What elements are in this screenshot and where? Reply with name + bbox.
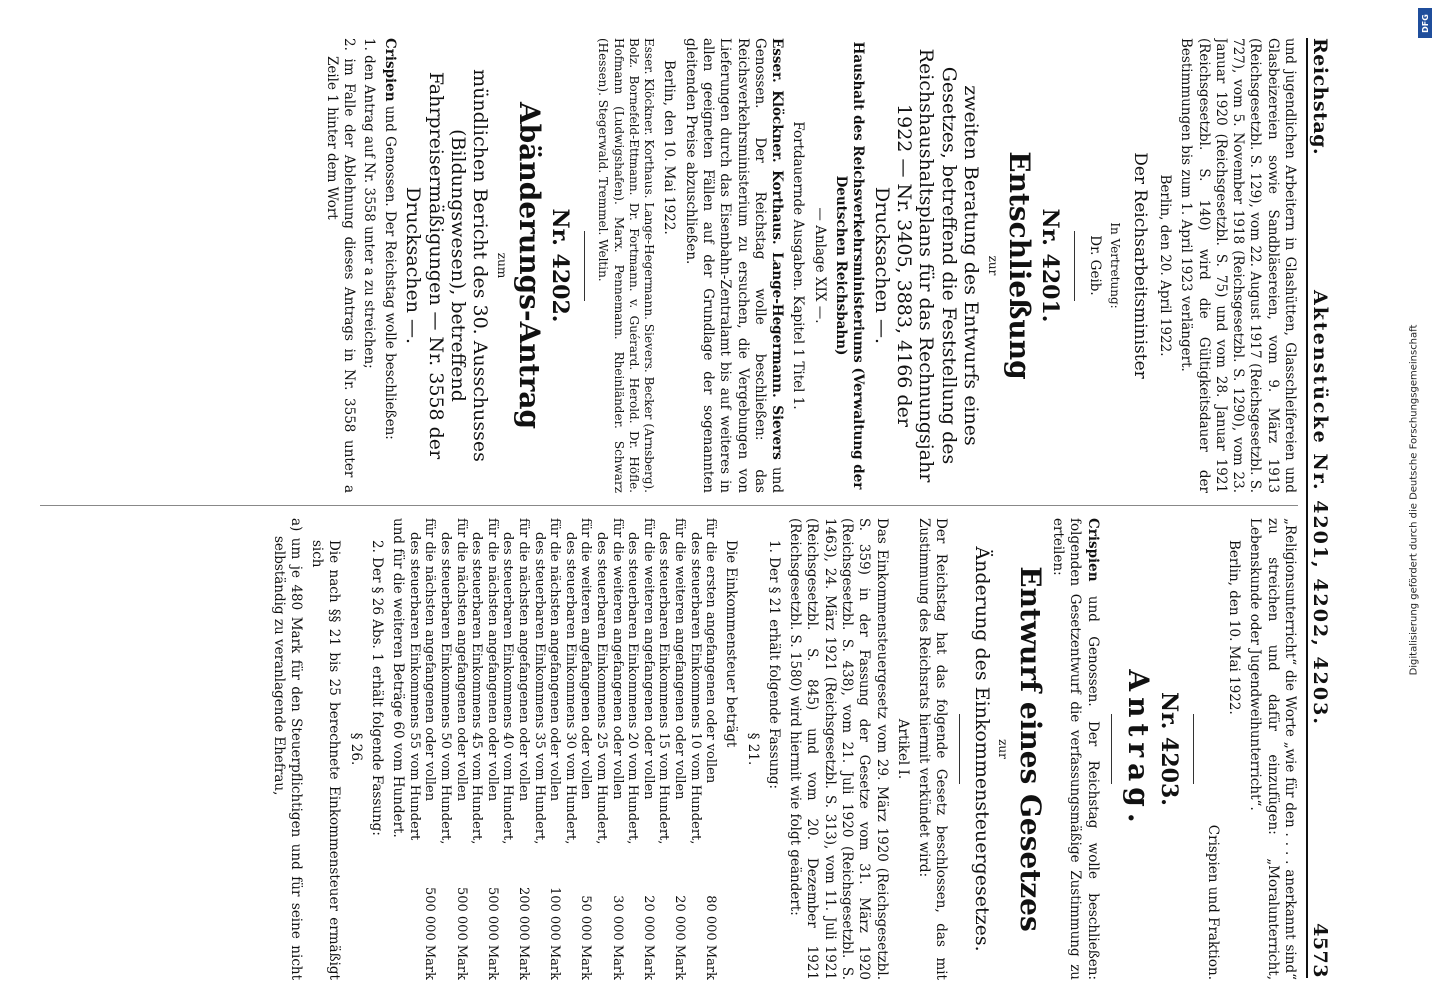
- date-line: Berlin, den 10. Mai 1922.: [661, 60, 678, 235]
- artikel-heading: Artikel I.: [894, 718, 911, 780]
- list-item: 2. im Falle der Ablehnung dieses Antrags in Nr. 3558 unter a Zeile 1 hinter dem Wort: [324, 38, 358, 493]
- left-column: [28, 38, 1298, 493]
- tax-row-rate: des steuerbaren Einkommens 55 vom Hundert: [406, 532, 422, 841]
- tax-row-rate: des steuerbaren Einkommens 50 vom Hundert,: [438, 532, 454, 845]
- anlage-label: — Anlage XIX —.: [811, 207, 828, 324]
- item-a: a) um je 480 Mark für den Steuerpflichtigen und für seine nicht selbständig zu veranlagende Ehefrau,: [270, 518, 304, 980]
- tax-row-rate: des steuerbaren Einkommens 40 vom Hundert,: [500, 532, 516, 845]
- tax-row-rate-line: [593, 518, 609, 980]
- document-number: Nr. 4203.: [1155, 692, 1182, 806]
- tax-row-amount: 20 000 Mark: [671, 895, 687, 980]
- tax-row-rate: des steuerbaren Einkommens 25 vom Hundert,: [594, 532, 610, 845]
- artikel-text: Das Einkommensteuergesetz vom 29. März 1920 (Reichsgesetzbl. S. 359) in der Fassung der Gesetze vom 31. März 1920 (Reichsgesetzbl. S. 438), vom 21. Juli 1920 (Reichsgesetzbl. S. 1463), 24. März 1921 (Reichsgesetzbl. S. 313), vom 11. Juli 1921 (Reichsgesetzbl. S. 845) und vom 20. Dezember 1921 (Reichsgesetzbl. S. 1580) wird hiermit wie folgt geändert:: [787, 518, 890, 980]
- tax-row-rate-line: [562, 518, 578, 980]
- credit-text: Digitalisierung gefördert durch die Deutsche Forschungsgemeinschaft: [1408, 324, 1420, 676]
- tax-row-rate-line: [469, 518, 485, 980]
- digitization-credit: [1396, 8, 1432, 992]
- tax-row: [578, 518, 594, 980]
- signers: Crispien und Fraktion.: [1204, 824, 1221, 980]
- haushalt-heading: Haushalt des Reichsverkehrsministeriums (Verwaltung der Deutschen Reichsbahn): [832, 41, 867, 490]
- para26-intro: Die nach §§ 21 bis 25 berechnete Einkommensteuer ermäßigt sich: [309, 540, 343, 980]
- tax-row-rate-line: [437, 518, 453, 980]
- tax-row-text: für die nächsten angefangenen oder vollen: [422, 518, 438, 802]
- signer: Dr. Geib.: [1086, 235, 1103, 296]
- tax-row-amount: 30 000 Mark: [609, 895, 625, 980]
- date-line: Berlin, den 10. Mai 1922.: [1226, 540, 1243, 715]
- separator: [1193, 714, 1194, 784]
- tax-schedule: [406, 518, 718, 980]
- tax-row-amount: 20 000 Mark: [640, 895, 656, 980]
- entwurf-title: Entwurf eines Gesetzes: [1013, 566, 1047, 932]
- tax-row-rate: des steuerbaren Einkommens 30 vom Hundert,: [562, 532, 578, 845]
- antrag-paragraph: [1049, 518, 1101, 980]
- tax-row: [422, 518, 438, 980]
- tax-last: und für die weiteren Beträge 60 vom Hundert.: [390, 518, 407, 838]
- document-title: Abänderungs-Antrag: [512, 101, 546, 430]
- signers-list: Esser. Klöckner. Korthaus. Lange-Hegermann. Sievers. Becker (Arnsberg). Bolz. Bornefeld-Ettmann. Dr. Fortmann. v. Guérard. Herold. Dr. Höfle. Hofmann (Ludwigshafen). Marx. Pennemann. Rheinländer. Schwarz (Hessen). Stegerwald. Tremmel. Weltin.: [596, 38, 657, 493]
- antrag-text: und Genossen. Der Reichstag wolle beschließen: das Reichsverkehrsministerium zu ersuchen, die Vergebungen von Lieferungen durch das Eisenbahn-Zentralamt bis auf weiteres in allen geeigneten Fällen auf der Grundlage der sogenannten gleitenden Preise abzuschließen.: [682, 38, 786, 493]
- tax-row: [671, 518, 687, 980]
- tax-row: [453, 518, 469, 980]
- intro-paragraph: „Religionsunterricht“ die Worte „wie für den . . . . anerkannt sind“ zu streichen und dafür einzufügen: „Moralunterricht, Lebenskunde oder Jugendweihunterricht“.: [1247, 518, 1298, 980]
- tax-row-text: für die nächsten angefangenen oder vollen: [547, 518, 563, 802]
- tax-row-amount: 50 000 Mark: [578, 895, 594, 980]
- tax-row-rate-line: [531, 518, 547, 980]
- antrag-names: Esser. Klöckner. Korthaus. Lange-Hegermann. Sievers: [769, 38, 786, 460]
- tax-row-amount: 80 000 Mark: [703, 895, 719, 980]
- separator: [1075, 231, 1076, 301]
- item-26: 2. Der § 26 Abs. 1 erhält folgende Fassung:: [369, 540, 386, 836]
- separator: [584, 231, 585, 301]
- zur-label: zur: [996, 739, 1011, 759]
- paragraph-21: § 21.: [744, 732, 761, 766]
- ausgaben-label: Fortdauernde Ausgaben. Kapitel 1 Titel 1.: [790, 121, 807, 410]
- document-number: Nr. 4201.: [1037, 208, 1064, 323]
- header-title: Aktenstücke Nr. 4201, 4202, 4203.: [1309, 290, 1332, 726]
- antrag-lead: Crispien: [1084, 518, 1101, 582]
- antrag-items: [323, 38, 377, 493]
- document-title: Entschließung: [1003, 151, 1037, 380]
- tax-row-text: für die weiteren angefangenen oder vollen: [671, 518, 687, 800]
- document-subtitle: zweiten Beratung des Entwurfs eines Gesetzes, betreffend die Feststellung des Reichshaushaltsplans für das Rechnungsjahr 1922 — Nr. 3405, 3883, 4166 der Drucksachen —.: [870, 48, 983, 483]
- tax-row-rate: des steuerbaren Einkommens 45 vom Hundert,: [469, 532, 485, 845]
- tax-row: [703, 518, 719, 980]
- item-21: 1. Der § 21 erhält folgende Fassung:: [765, 540, 782, 790]
- document-title: Antrag.: [1121, 669, 1155, 829]
- header-left: Reichstag.: [1309, 38, 1332, 156]
- tax-row: [515, 518, 531, 980]
- tax-row-rate-line: [406, 518, 422, 980]
- tax-row-amount: 500 000 Mark: [453, 886, 469, 980]
- tax-row-text: für die weiteren angefangenen oder vollen: [609, 518, 625, 800]
- page-header: [1306, 38, 1338, 978]
- tax-row-amount: 500 000 Mark: [484, 886, 500, 980]
- tax-row-rate: des steuerbaren Einkommens 35 vom Hundert,: [531, 532, 547, 845]
- tax-row: [640, 518, 656, 980]
- tax-row-text: für die weiteren angefangenen oder vollen: [578, 518, 594, 800]
- separator: [959, 714, 960, 784]
- tax-row-amount: 500 000 Mark: [422, 886, 438, 980]
- document-number: Nr. 4202.: [546, 208, 573, 323]
- tax-row-amount: 100 000 Mark: [547, 886, 563, 980]
- tax-row-text: für die nächsten angefangenen oder vollen: [516, 518, 532, 802]
- tax-row-text: für die nächsten angefangenen oder vollen: [484, 518, 500, 802]
- antrag-lead: Crispien: [381, 38, 398, 102]
- tax-row-text: für die weiteren angefangenen oder vollen: [640, 518, 656, 800]
- tax-row-rate: des steuerbaren Einkommens 15 vom Hundert,: [656, 532, 672, 845]
- list-item: 1. den Antrag auf Nr. 3558 unter a zu streichen;: [360, 38, 377, 369]
- page-number: 4573: [1309, 923, 1332, 978]
- paragraph-26: § 26.: [347, 732, 364, 766]
- antrag-paragraph: [381, 38, 398, 493]
- column-divider: [40, 505, 1298, 506]
- dfg-logo: [1418, 8, 1432, 38]
- antrag-text: und Genossen. Der Reichstag wolle beschließen:: [381, 105, 398, 440]
- intro-paragraph: und jugendlichen Arbeitern in Glashütten, Glasschleifereien und Glasbeizereien sowie Sandbläsereien, vom 9. März 1913 (Reichsgesetzbl. S. 129), vom 22. August 1917 (Reichsgesetzbl. S. 727), vom 5. November 1918 (Reichsgesetzbl. S. 1290), vom 23. Januar 1920 (Reichsgesetzbl. S. 75) und vom 28. Januar 1921 (Reichsgesetzbl. S. 140) wird die Gültigkeitsdauer der Bestimmungen bis zum 1. April 1923 verlängert.: [1178, 38, 1298, 493]
- vertretung-label: In Vertretung:: [1108, 222, 1123, 309]
- tax-row-rate-line: [625, 518, 641, 980]
- tax-row: [609, 518, 625, 980]
- tax-row-rate-line: [687, 518, 703, 980]
- tax-row-text: für die ersten angefangenen oder vollen: [703, 518, 719, 784]
- minister-title: Der Reichsarbeitsminister: [1129, 152, 1150, 379]
- date-line: Berlin, den 20. April 1922.: [1157, 174, 1174, 357]
- tax-row-rate-line: [656, 518, 672, 980]
- tax-row-amount: 200 000 Mark: [516, 886, 532, 980]
- tax-row-text: für die nächsten angefangenen oder vollen: [453, 518, 469, 802]
- tax-row: [547, 518, 563, 980]
- para21-intro: Die Einkommensteuer beträgt: [723, 540, 740, 748]
- right-column: [28, 518, 1298, 980]
- zum-label: zum: [494, 252, 509, 279]
- logo-text: DFG: [1420, 13, 1430, 33]
- separator: [1111, 714, 1112, 784]
- tax-row-rate: des steuerbaren Einkommens 20 vom Hundert,: [625, 532, 641, 845]
- antrag-text: und Genossen. Der Reichstag wolle beschließen: folgenden Gesetzentwurf die verfassungsmäßige Zustimmung zu erteilen:: [1050, 518, 1101, 980]
- aenderung-subtitle: Änderung des Einkommensteuergesetzes.: [970, 546, 993, 952]
- tax-row: [484, 518, 500, 980]
- tax-row-rate: des steuerbaren Einkommens 10 vom Hundert,: [687, 532, 703, 845]
- antrag-paragraph: [682, 38, 786, 493]
- preamble: Der Reichstag hat das folgende Gesetz beschlossen, das mit Zustimmung des Reichsrats hiermit verkündet wird:: [916, 518, 950, 980]
- document-subtitle: mündlichen Bericht des 30. Ausschusses (Bildungswesen), betreffend Fahrpreisermäßigungen — Nr. 3558 der Drucksachen —.: [402, 69, 492, 462]
- zur-label: zur: [985, 255, 1000, 276]
- tax-row-rate-line: [500, 518, 516, 980]
